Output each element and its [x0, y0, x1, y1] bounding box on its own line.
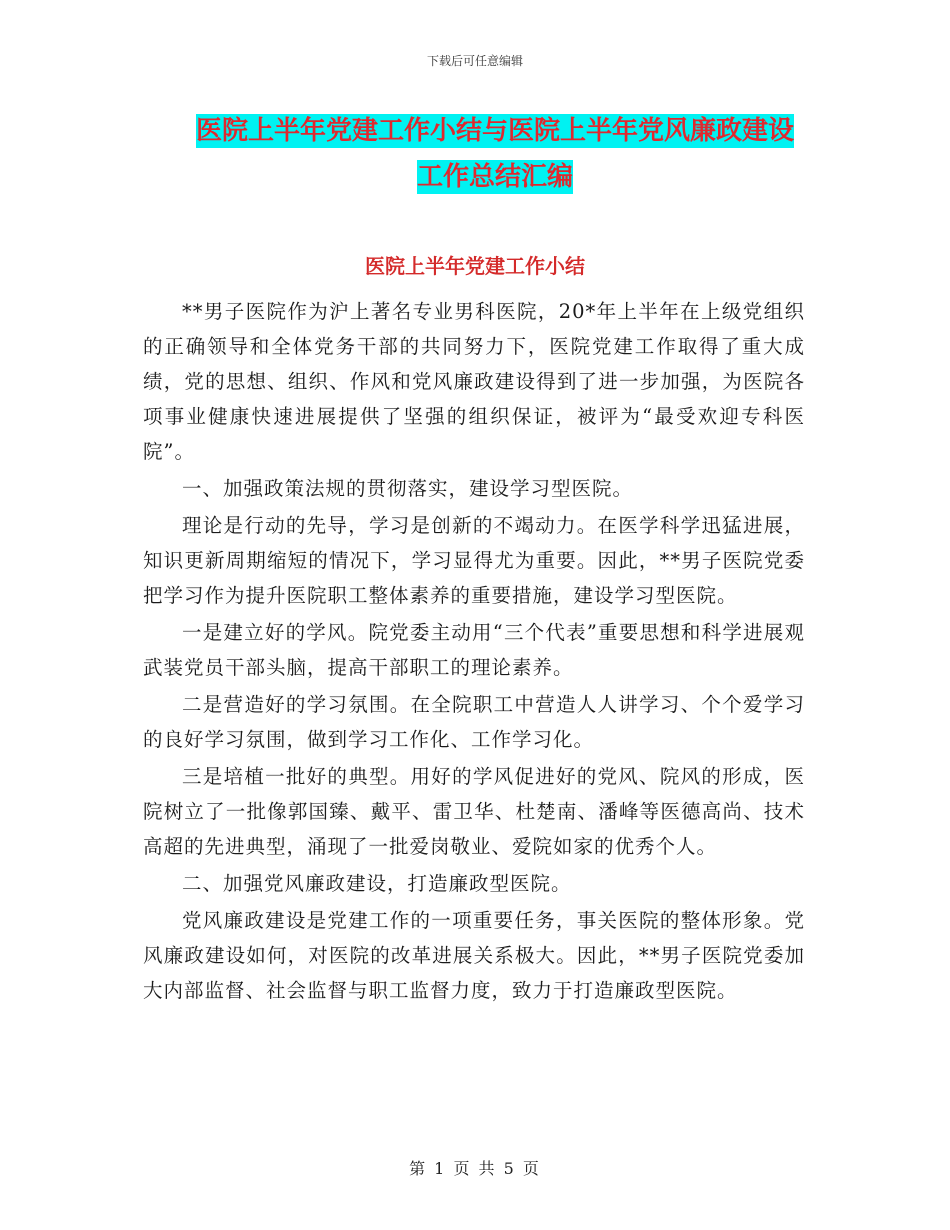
main-title-line-1: 医院上半年党建工作小结与医院上半年党风廉政建设: [195, 116, 794, 146]
paragraph: 三是培植一批好的典型。用好的学风促进好的党风、院风的形成，医院树立了一批像郭国臻、戴平、雷卫华、杜楚南、潘峰等医德高尚、技术高超的先进典型，涌现了一批爱岗敬业、爱院如家的优秀个人。: [143, 765, 805, 858]
header-note: 下载后可任意编辑: [426, 54, 523, 68]
paragraph: 一是建立好的学风。院党委主动用“三个代表”重要思想和科学进展观武装党员干部头脑，提高干部职工的理论素养。: [143, 621, 805, 679]
paragraph: 党风廉政建设是党建工作的一项重要任务，事关医院的整体形象。党风廉政建设如何，对医院的改革进展关系极大。因此，**男子医院党委加大内部监督、社会监督与职工监督力度，致力于打造廉政型医院。: [143, 909, 805, 1002]
main-title: [145, 108, 845, 200]
body-text: [143, 294, 805, 1010]
page-number: 第 1 页 共 5 页: [409, 1159, 541, 1178]
paragraph: 一、加强政策法规的贯彻落实，建设学习型医院。: [182, 477, 634, 500]
paragraph: 理论是行动的先导，学习是创新的不竭动力。在医学科学迅猛进展，知识更新周期缩短的情况下，学习显得尤为重要。因此，**男子医院党委把学习作为提升医院职工整体素养的重要措施，建设学习型医院。: [143, 514, 805, 607]
paragraph: **男子医院作为沪上著名专业男科医院，20*年上半年在上级党组织的正确领导和全体党务干部的共同努力下，医院党建工作取得了重大成绩，党的思想、组织、作风和党风廉政建设得到了进一步加强，为医院各项事业健康快速进展提供了坚强的组织保证，被评为“最受欢迎专科医院”。: [143, 300, 805, 463]
main-title-line-2: 工作总结汇编: [416, 162, 573, 192]
paragraph: 二、加强党风廉政建设，打造廉政型医院。: [182, 872, 572, 895]
section-title: 医院上半年党建工作小结: [365, 254, 585, 278]
paragraph: 二是营造好的学习氛围。在全院职工中营造人人讲学习、个个爱学习的良好学习氛围，做到学习工作化、工作学习化。: [143, 693, 805, 751]
